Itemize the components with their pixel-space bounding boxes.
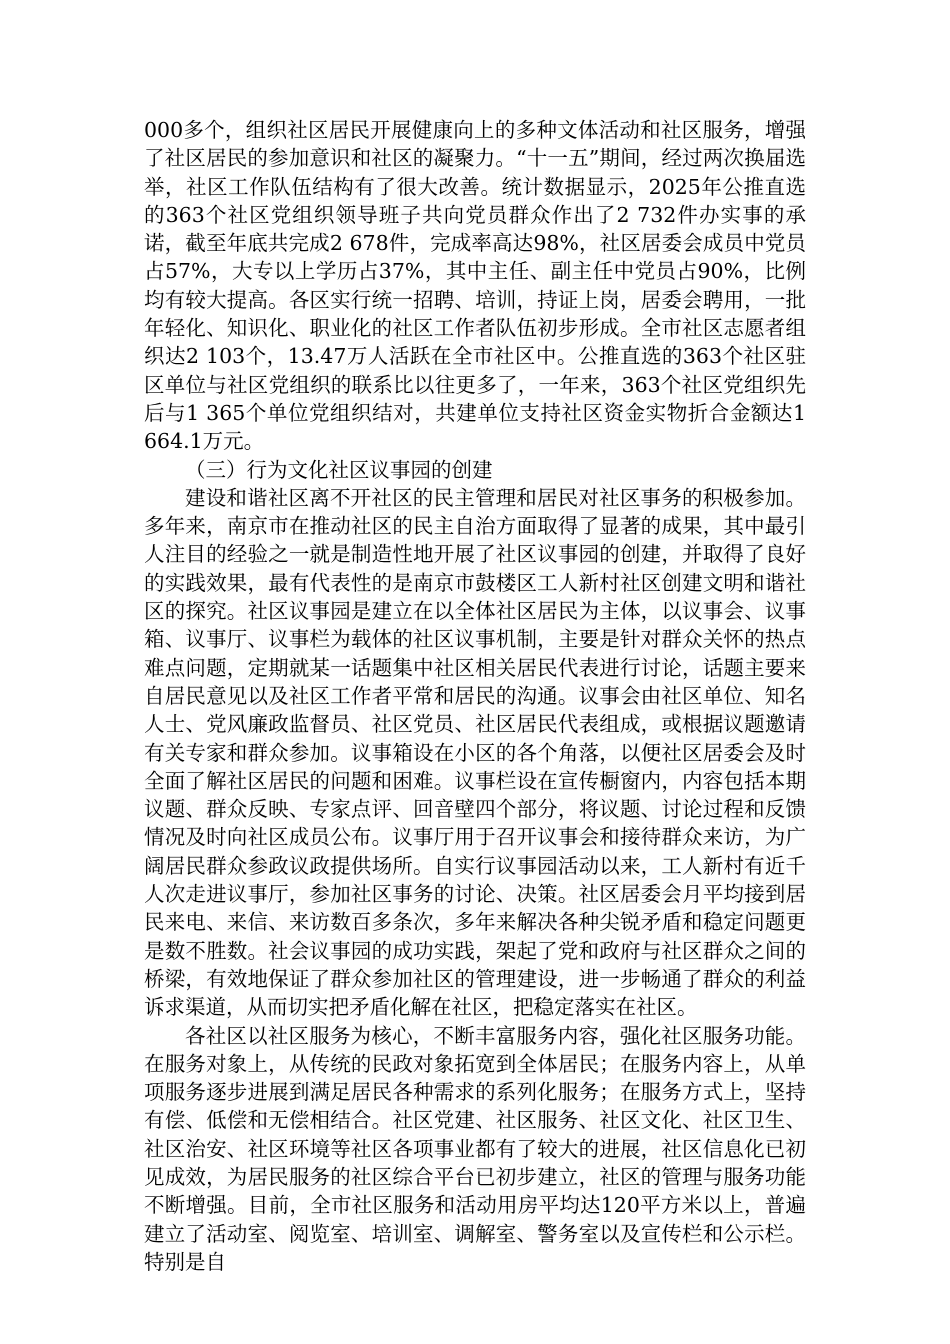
document-page: [144, 116, 806, 1276]
paragraph-discussion-garden: 建设和谐社区离不开社区的民主管理和居民对社区事务的积极参加。多年来，南京市在推动社区的民主自治方面取得了显著的成果，其中最引人注目的经验之一就是制造性地开展了社区议事园的创建，并取得了良好的实践效果，最有代表性的是南京市鼓楼区工人新村社区创建文明和谐社区的探究。社区议事园是建立在以全体社区居民为主体，以议事会、议事箱、议事厅、议事栏为载体的社区议事机制，主要是针对群众关怀的热点难点问题，定期就某一话题集中社区相关居民代表进行讨论，话题主要来自居民意见以及社区工作者平常和居民的沟通。议事会由社区单位、知名人士、党风廉政监督员、社区党员、社区居民代表组成，或根据议题邀请有关专家和群众参加。议事箱设在小区的各个角落，以便社区居委会及时全面了解社区居民的问题和困难。议事栏设在宣传橱窗内，内容包括本期议题、群众反映、专家点评、回音壁四个部分，将议题、讨论过程和反馈情况及时向社区成员公布。议事厅用于召开议事会和接待群众来访，为广阔居民群众参政议政提供场所。自实行议事园活动以来，工人新村有近千人次走进议事厅，参加社区事务的讨论、决策。社区居委会月平均接到居民来电、来信、来访数百多条次，多年来解决各种尖锐矛盾和稳定问题更是数不胜数。社会议事园的成功实践，架起了党和政府与社区群众之间的桥梁，有效地保证了群众参加社区的管理建设，进一步畅通了群众的利益诉求渠道，从而切实把矛盾化解在社区，把稳定落实在社区。: [144, 485, 806, 1020]
paragraph-community-services: 各社区以社区服务为核心，不断丰富服务内容，强化社区服务功能。在服务对象上，从传统的民政对象拓宽到全体居民；在服务内容上，从单项服务逐步进展到满足居民各种需求的系列化服务；在服务方式上，坚持有偿、低偿和无偿相结合。社区党建、社区服务、社区文化、社区卫生、社区治安、社区环境等社区各项事业都有了较大的进展，社区信息化已初见成效，为居民服务的社区综合平台已初步建立，社区的管理与服务功能不断增强。目前，全市社区服务和活动用房平均达120平方米以上，普遍建立了活动室、阅览室、培训室、调解室、警务室以及宣传栏和公示栏。特别是自: [144, 1023, 806, 1274]
section-heading-discussion-garden: （三）行为文化社区议事园的创建: [185, 457, 493, 482]
paragraph-community-team: 000多个，组织社区居民开展健康向上的多种文体活动和社区服务，增强了社区居民的参加意识和社区的凝聚力。“十一五”期间，经过两次换届选举，社区工作队伍结构有了很大改善。统计数据显示，2025年公推直选的363个社区党组织领导班子共向党员群众作出了2 732件办实事的承诺，截至年底共完成2 678件，完成率高达98%，社区居委会成员中党员占57%，大专以上学历占37%，其中主任、副主任中党员占90%，比例均有较大提高。各区实行统一招聘、培训，持证上岗，居委会聘用，一批年轻化、知识化、职业化的社区工作者队伍初步形成。全市社区志愿者组织达2 103个，13.47万人活跃在全市社区中。公推直选的363个社区驻区单位与社区党组织的联系比以往更多了，一年来，363个社区党组织先后与1 365个单位党组织结对，共建单位支持社区资金实物折合金额达1 664.1万元。: [144, 118, 806, 454]
